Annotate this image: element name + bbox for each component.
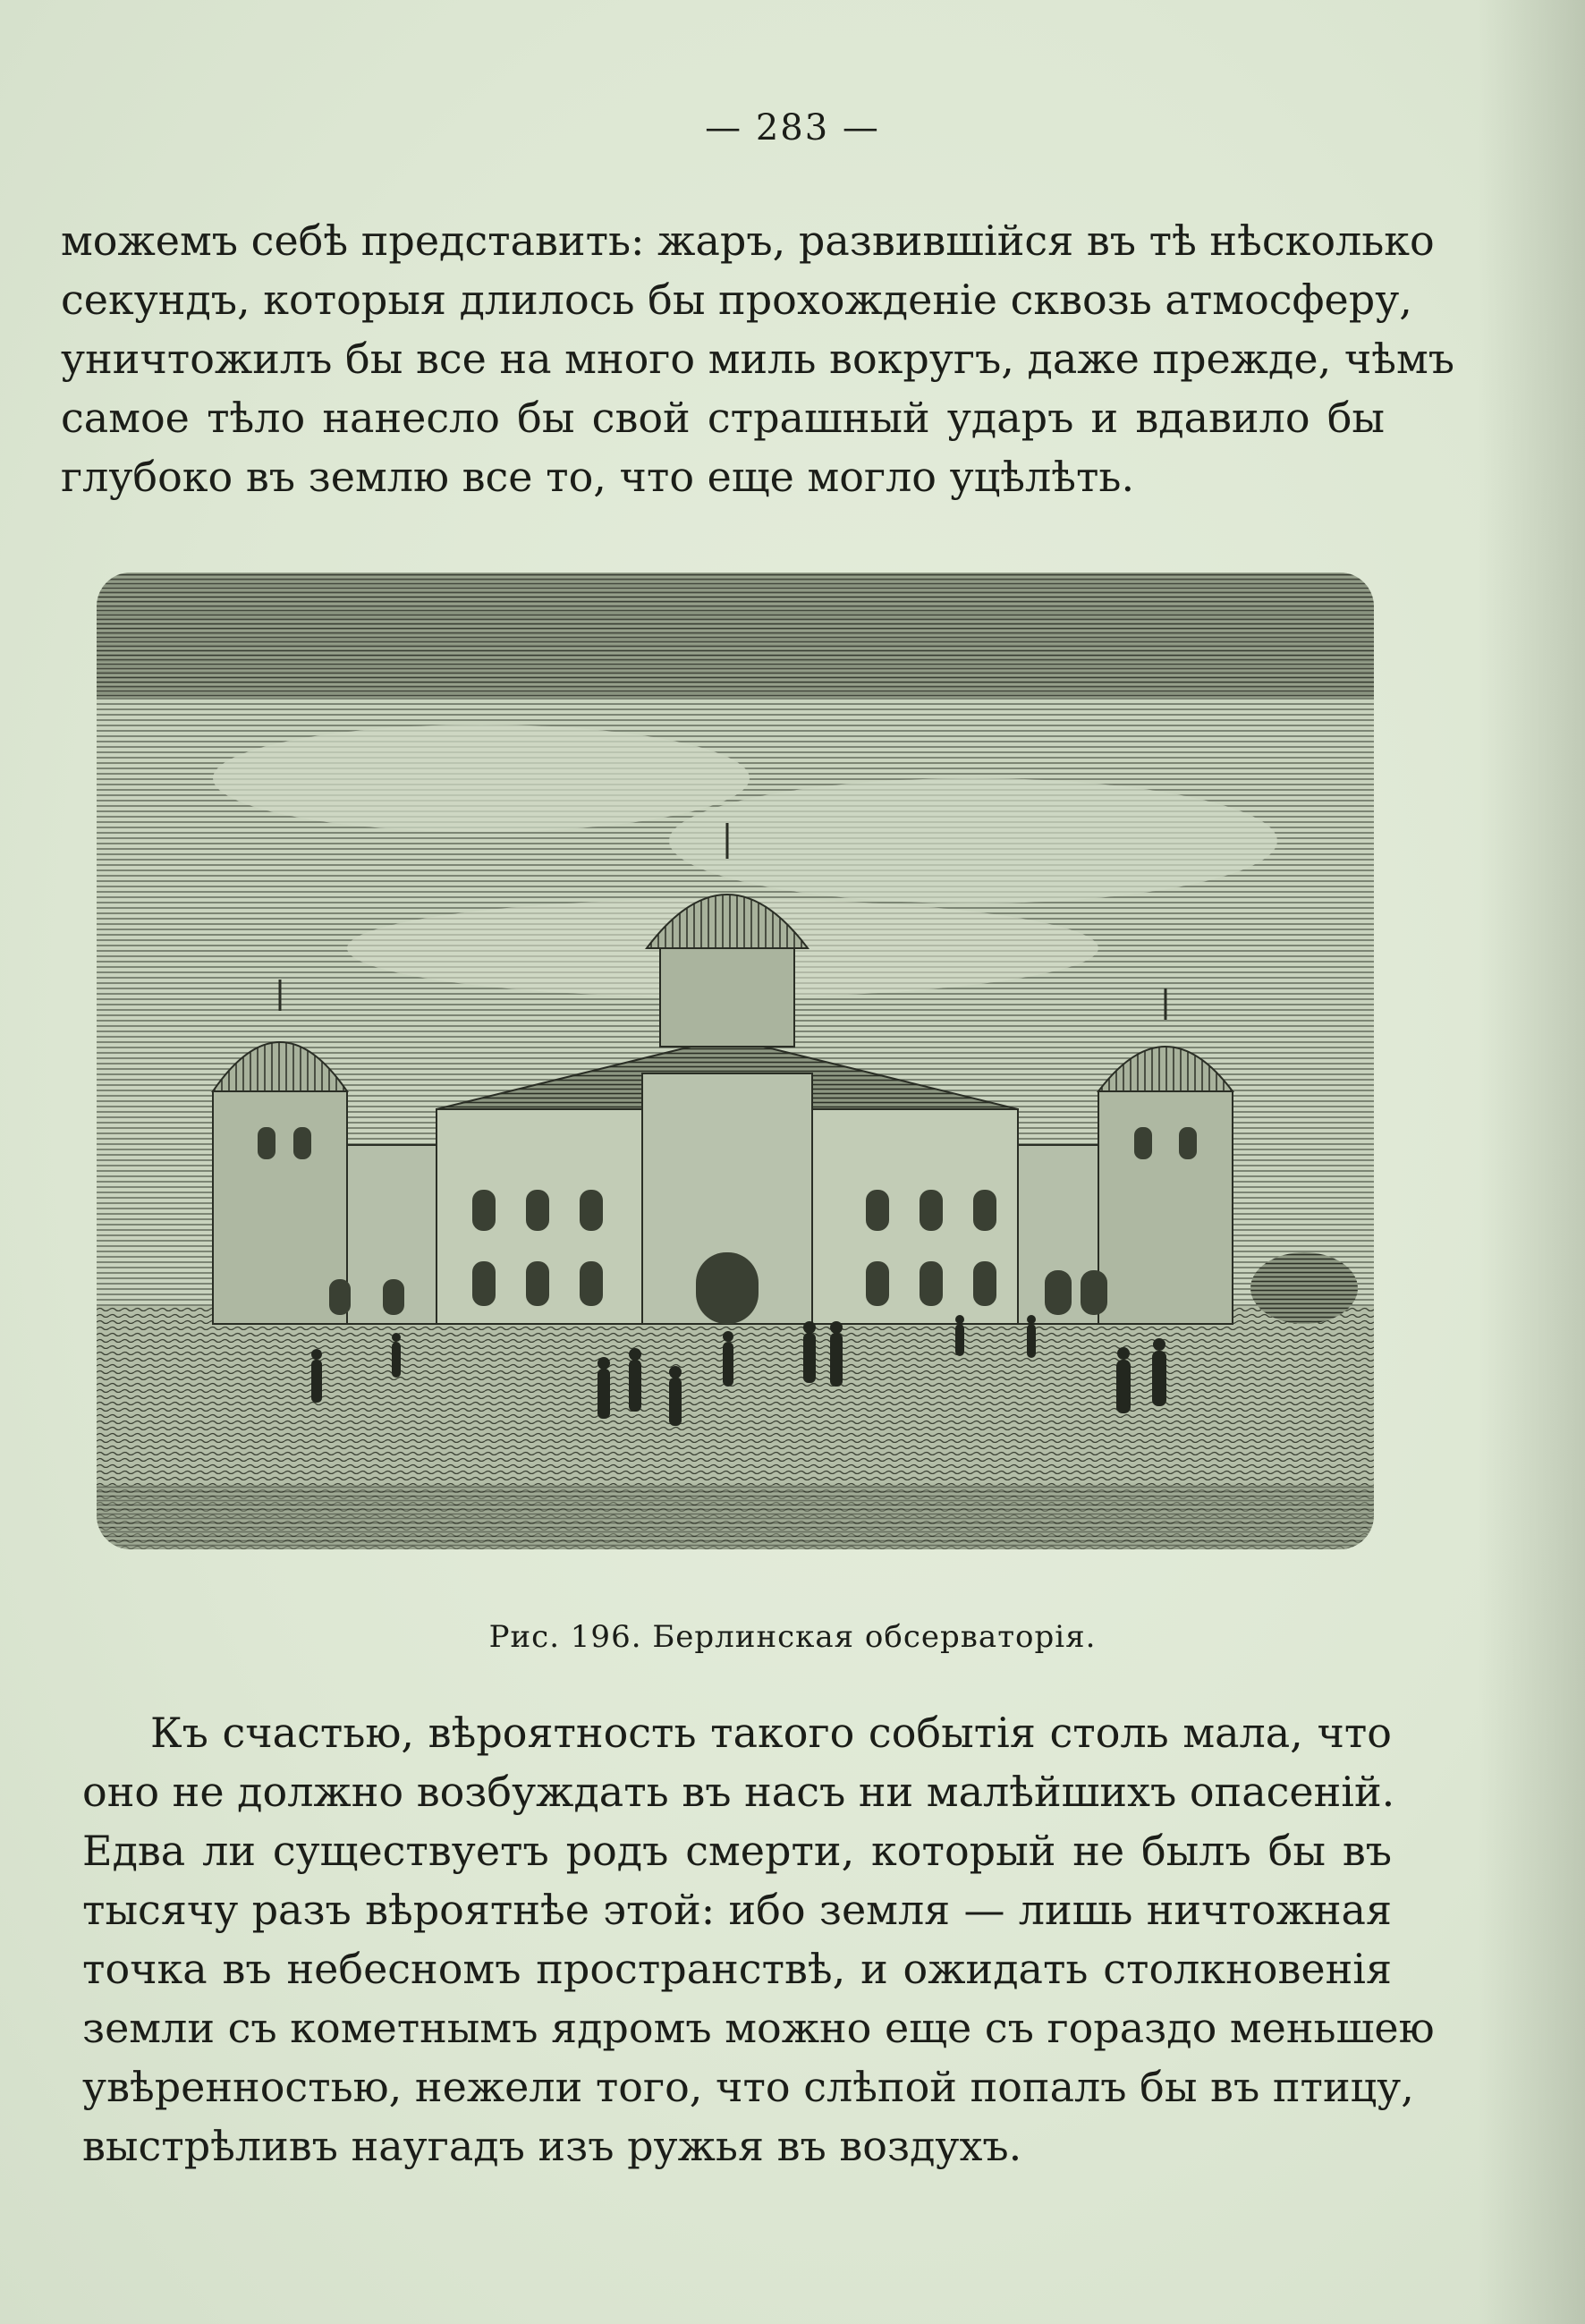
- trees: [1250, 1252, 1358, 1324]
- observatory-illustration: [97, 573, 1374, 1549]
- text-line: точка въ небесномъ пространствѣ, и ожидать столкновенія: [82, 1945, 1392, 1993]
- text-line: тысячу разъ вѣроятнѣе этой: ибо земля — лишь ничтожная: [82, 1886, 1392, 1934]
- text-line: Къ счастью, вѣроятность такого событія столь мала, что: [150, 1709, 1392, 1757]
- paragraph-bottom: [82, 1703, 1435, 2176]
- text-line: Едва ли существуетъ родъ смерти, который не былъ бы въ: [82, 1827, 1392, 1875]
- text-line: самое тѣло нанесло бы свой страшный ударъ и вдавило бы: [61, 394, 1385, 442]
- text-line: уничтожилъ бы все на много миль вокругъ, даже прежде, чѣмъ: [61, 335, 1455, 383]
- text-line: увѣренностью, нежели того, что слѣпой попалъ бы въ птицу,: [82, 2063, 1414, 2111]
- page-number: — 283 —: [705, 107, 880, 148]
- figure-caption: Рис. 196. Берлинская обсерваторія.: [488, 1619, 1097, 1655]
- text-line: выстрѣливъ наугадъ изъ ружья въ воздухъ.: [82, 2122, 1022, 2170]
- text-line: глубоко въ землю все то, что еще могло уцѣлѣть.: [61, 453, 1135, 501]
- text-line: можемъ себѣ представить: жаръ, развившійся въ тѣ нѣсколько: [61, 216, 1435, 265]
- page-edge-shadow: [1478, 0, 1585, 2324]
- text-line: земли съ кометнымъ ядромъ можно еще съ гораздо меньшею: [82, 2004, 1435, 2052]
- text-line: секундъ, которыя длилось бы прохожденіе сквозь атмосферу,: [61, 276, 1412, 324]
- paragraph-top: [61, 211, 1455, 506]
- text-line: оно не должно возбуждать въ насъ ни малѣйшихъ опасеній.: [82, 1768, 1395, 1816]
